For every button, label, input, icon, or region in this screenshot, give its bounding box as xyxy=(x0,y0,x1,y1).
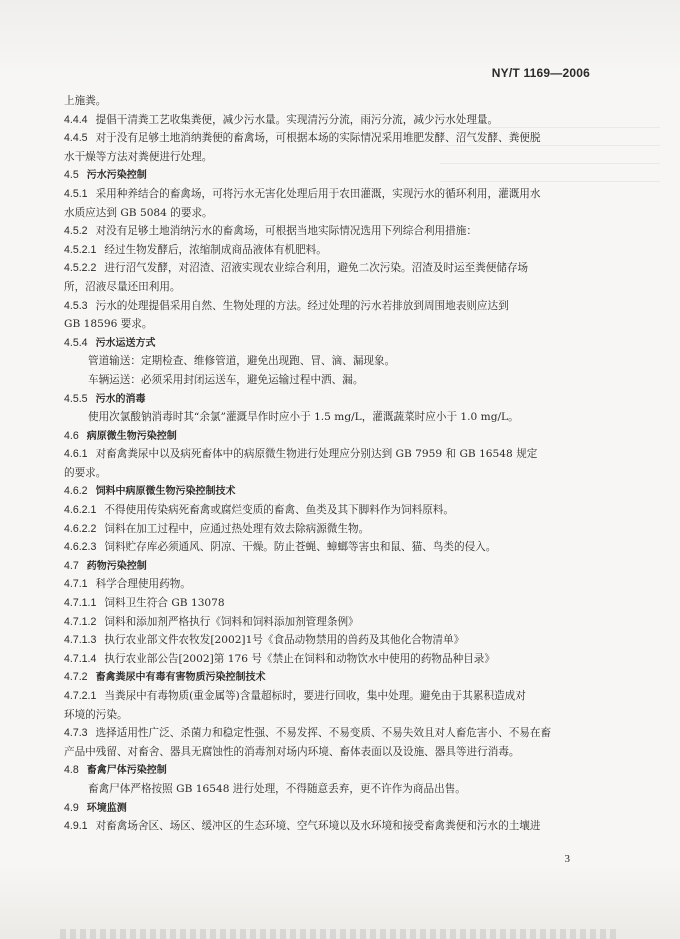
clause-text: 水干燥等方法对粪便进行处理。 xyxy=(64,150,213,163)
section-heading xyxy=(64,427,598,446)
paragraph-line xyxy=(64,408,598,427)
clause-text: 使用次氯酸钠消毒时其“余氯”灌溉旱作时应小于 1.5 mg/L，灌溉蔬菜时应小于 1.0 mg/L。 xyxy=(88,411,519,424)
clause-number: 4.6.2.2 xyxy=(64,522,97,535)
paragraph-line xyxy=(64,371,598,390)
clause-text: 水质应达到 GB 5084 的要求。 xyxy=(64,206,213,219)
clause-text: 畜禽粪尿中有毒有害物质污染控制技术 xyxy=(95,672,266,684)
clause-text: 饲料在加工过程中，应通过热处理有效去除病源微生物。 xyxy=(104,522,370,535)
clause-text: 对于没有足够土地消纳粪便的畜禽场，可根据本场的实际情况采用堆肥发酵、沼气发酵、粪便脱 xyxy=(95,132,541,145)
standard-code-header: NY/T 1169—2006 xyxy=(491,66,590,80)
section-heading xyxy=(64,761,598,780)
section-heading xyxy=(64,557,598,576)
clause-text: 所，沼液尽量还田利用。 xyxy=(64,280,181,293)
clause-text: 污水污染控制 xyxy=(86,170,147,182)
paragraph-line xyxy=(64,352,598,371)
clause-text: 当粪尿中有毒物质(重金属等)含量超标时，要进行回收，集中处理。避免由于其累积造成对 xyxy=(104,690,526,702)
clause-text: 畜禽尸体严格按照 GB 16548 进行处理，不得随意丢弃，更不许作为商品出售。 xyxy=(88,782,466,795)
clause-text: 药物污染控制 xyxy=(86,560,147,572)
section-heading xyxy=(64,334,598,353)
paragraph-line xyxy=(64,743,598,762)
clause-text: 畜禽尸体污染控制 xyxy=(86,765,167,777)
clause-number: 4.5.5 xyxy=(64,392,88,405)
clause-text: 科学合理使用药物。 xyxy=(95,578,191,591)
clause-text: 病原微生物污染控制 xyxy=(86,430,177,442)
clause-number: 4.4.4 xyxy=(64,113,88,126)
paragraph-line xyxy=(64,575,598,594)
clause-text: 对没有足够土地消纳污水的畜禽场，可根据当地实际情况选用下列综合利用措施： xyxy=(95,225,477,238)
paragraph-line xyxy=(64,185,598,204)
clause-text: 采用种养结合的畜禽场，可将污水无害化处理后用于农田灌溉，实现污水的循环利用，灌溉用水 xyxy=(95,187,541,200)
paragraph-line xyxy=(64,259,598,278)
paragraph-line xyxy=(64,613,598,632)
clause-text: 执行农业部文件农牧发[2002]1号《食品动物禁用的兽药及其他化合物清单》 xyxy=(104,634,465,647)
clause-number: 4.7.1 xyxy=(64,578,88,591)
clause-text: 饲料中病原微生物污染控制技术 xyxy=(95,486,236,498)
paragraph-line xyxy=(64,297,598,316)
clause-text: 经过生物发酵后，浓缩制成商品液体有机肥料。 xyxy=(104,243,327,256)
clause-number: 4.4.5 xyxy=(64,132,88,145)
paragraph-line xyxy=(64,594,598,613)
page-number: 3 xyxy=(564,853,570,865)
paragraph-line xyxy=(64,817,598,836)
clause-text: 车辆运送：必须采用封闭运送车，避免运输过程中洒、漏。 xyxy=(88,373,364,386)
paragraph-line xyxy=(64,204,598,223)
clause-text: 的要求。 xyxy=(64,466,107,479)
clause-number: 4.5 xyxy=(64,169,79,182)
paragraph-line xyxy=(64,129,598,148)
clause-text: 污水的消毒 xyxy=(95,393,146,405)
clause-text: 上施粪。 xyxy=(64,95,107,107)
clause-number: 4.9 xyxy=(64,801,79,814)
paragraph-line xyxy=(64,706,598,725)
clause-text: 对畜禽粪尿中以及病死畜体中的病原微生物进行处理应分别达到 GB 7959 和 GB 16548 规定 xyxy=(95,448,538,461)
clause-text: 污水的处理提倡采用自然、生物处理的方法。经过处理的污水若排放到周围地表则应达到 xyxy=(95,299,509,312)
clause-number: 4.6.2 xyxy=(64,485,88,498)
section-heading xyxy=(64,166,598,185)
clause-text: 选择适用性广泛、杀菌力和稳定性强、不易发挥、不易变质、不易失效且对人畜危害小、不易在畜 xyxy=(95,727,552,740)
clause-text: 污水运送方式 xyxy=(95,337,156,349)
clause-number: 4.7.3 xyxy=(64,727,88,740)
clause-number: 4.7.2 xyxy=(64,671,88,684)
paragraph-line xyxy=(64,148,598,167)
clause-number: 4.6.1 xyxy=(64,448,88,461)
clause-number: 4.5.3 xyxy=(64,299,88,312)
clause-number: 4.7.1.4 xyxy=(64,652,97,665)
paragraph-line xyxy=(64,650,598,669)
paragraph-line xyxy=(64,501,598,520)
clause-number: 4.7.1.3 xyxy=(64,634,97,647)
paragraph-line xyxy=(64,464,598,483)
paragraph-line xyxy=(64,631,598,650)
section-heading xyxy=(64,668,598,687)
clause-number: 4.5.2 xyxy=(64,225,88,238)
paragraph-line xyxy=(64,315,598,334)
clause-number: 4.5.1 xyxy=(64,187,88,200)
clause-text: 饲料卫生符合 GB 13078 xyxy=(104,597,225,610)
bottom-bleed xyxy=(60,929,620,939)
clause-number: 4.7.2.1 xyxy=(64,690,97,702)
document-body xyxy=(64,92,598,836)
paragraph-line xyxy=(64,92,598,111)
paragraph-line xyxy=(64,520,598,539)
clause-text: 环境监测 xyxy=(86,802,127,814)
clause-number: 4.5.2.1 xyxy=(64,243,97,256)
clause-number: 4.6.2.1 xyxy=(64,504,97,517)
clause-number: 4.7.1.1 xyxy=(64,597,97,610)
clause-number: 4.8 xyxy=(64,764,79,777)
clause-text: 饲料贮存库必须通风、阴凉、干燥。防止苍蝇、蟑螂等害虫和鼠、猫、鸟类的侵入。 xyxy=(104,541,497,554)
paragraph-line xyxy=(64,241,598,260)
clause-number: 4.9.1 xyxy=(64,820,88,833)
clause-text: 对畜禽场舍区、场区、缓冲区的生态环境、空气环境以及水环境和接受畜禽粪便和污水的土壤进 xyxy=(95,820,541,833)
clause-text: 管道输送：定期检查、维修管道，避免出现跑、冒、滴、漏现象。 xyxy=(88,355,396,368)
clause-text: 不得使用传染病死畜禽或腐烂变质的畜禽、鱼类及其下脚料作为饲料原料。 xyxy=(104,504,454,517)
clause-text: 饲料和添加剂严格执行《饲料和饲料添加剂管理条例》 xyxy=(104,615,359,628)
clause-text: 产品中残留、对畜舍、器具无腐蚀性的消毒剂对场内环境、畜体表面以及设施、器具等进行消毒。 xyxy=(64,745,520,758)
paragraph-line xyxy=(64,724,598,743)
clause-number: 4.5.2.2 xyxy=(64,262,97,275)
paragraph-line xyxy=(64,111,598,130)
clause-number: 4.6 xyxy=(64,429,79,442)
section-heading xyxy=(64,799,598,818)
paragraph-line xyxy=(64,780,598,799)
section-heading xyxy=(64,482,598,501)
clause-number: 4.7 xyxy=(64,559,79,572)
paragraph-line xyxy=(64,538,598,557)
clause-number: 4.5.4 xyxy=(64,336,88,349)
clause-text: GB 18596 要求。 xyxy=(64,318,153,331)
paragraph-line xyxy=(64,278,598,297)
section-heading xyxy=(64,390,598,409)
paragraph-line xyxy=(64,445,598,464)
clause-text: 进行沼气发酵，对沼渣、沼液实现农业综合利用，避免二次污染。沼渣及时运至粪便储存场 xyxy=(104,262,529,275)
clause-text: 执行农业部公告[2002]第 176 号《禁止在饲料和动物饮水中使用的药物品种目录》 xyxy=(104,652,495,665)
clause-text: 提倡干清粪工艺收集粪便，减少污水量。实现清污分流，雨污分流，减少污水处理量。 xyxy=(95,113,499,126)
clause-number: 4.7.1.2 xyxy=(64,615,97,628)
paragraph-line xyxy=(64,687,598,706)
clause-number: 4.6.2.3 xyxy=(64,541,97,554)
paragraph-line xyxy=(64,222,598,241)
clause-text: 环境的污染。 xyxy=(64,708,128,721)
